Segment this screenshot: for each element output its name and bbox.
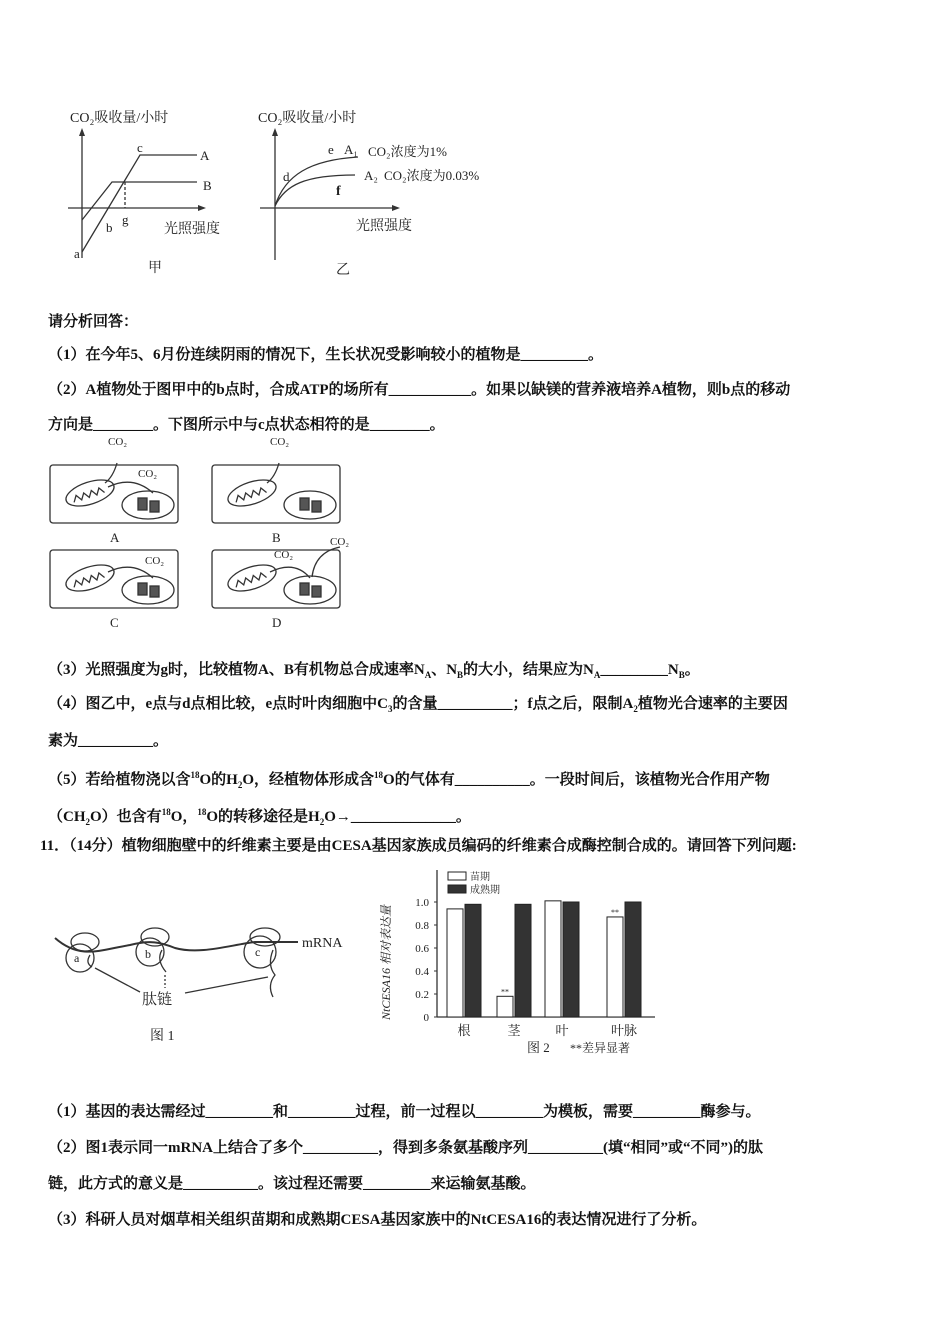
figure-2-caption: 图 2: [527, 1040, 550, 1055]
pointer-c: [185, 977, 268, 993]
figure-jia-yi: [40, 90, 540, 290]
curve-B: [82, 182, 197, 220]
subscript: A: [424, 670, 432, 680]
text-segment: 方向是________。下图所示中与c点状态相符的是________。: [48, 417, 445, 433]
y-axis-label: NtCESA16 相对表达量: [379, 904, 393, 1020]
mitochondrion-cristae: [72, 487, 104, 503]
text-line: [40, 836, 797, 856]
yi-ylabel: CO₂吸收量/小时: [258, 111, 357, 126]
curve-A: [82, 155, 197, 252]
y-tick-label: 1.0: [415, 897, 429, 909]
ribosome-a-label: a: [74, 951, 80, 965]
text-line: [48, 1138, 763, 1158]
cell-option-B: [212, 436, 340, 523]
text-line: [48, 1210, 706, 1230]
curve-A1-label: A₁: [344, 142, 358, 157]
ribosome-a-small: [71, 933, 99, 951]
text-line: [48, 765, 770, 795]
co2-label: CO₂: [274, 549, 294, 561]
x-tick-label: 根: [457, 1023, 471, 1038]
text-line: [48, 1174, 536, 1194]
subscript: B: [457, 670, 464, 680]
bar-根-苗期: [447, 909, 463, 1017]
yi-y-arrow: [272, 128, 278, 136]
text-segment: O的H: [199, 772, 238, 788]
text-line: [48, 312, 138, 332]
legend-swatch: [448, 872, 466, 880]
text-segment: O的气体有__________。一段时间后，该植物光合作用产物: [383, 772, 770, 788]
text-segment: 。: [684, 662, 700, 678]
subscript: 2: [633, 704, 638, 714]
x-tick-label: 茎: [507, 1023, 521, 1038]
cell-option-label: A: [110, 530, 120, 545]
subscript: 2: [237, 780, 243, 790]
bar-叶-成熟期: [563, 902, 579, 1017]
jia-y-arrow: [79, 128, 85, 136]
grana: [150, 586, 159, 597]
grana: [312, 501, 321, 512]
subscript: A: [593, 670, 601, 680]
text-line: [48, 731, 168, 751]
text-line: [48, 802, 471, 832]
y-tick-label: 0.6: [415, 943, 429, 955]
text-segment: 链，此方式的意义是__________。该过程还需要_________来运输氨基酸。: [48, 1176, 536, 1192]
y-tick-label: 0.2: [415, 989, 429, 1001]
jia-ylabel: CO₂吸收量/小时: [70, 111, 169, 126]
text-segment: O）也含有: [90, 809, 162, 825]
co2-label: CO₂: [138, 468, 158, 480]
pointer-a: [95, 968, 140, 992]
text-segment: 植物光合速率的主要因: [637, 696, 788, 712]
text-segment: （5）若给植物浇以含: [48, 772, 191, 788]
significance-mark: **: [611, 907, 619, 917]
text-line: [48, 694, 788, 719]
cell-wall: [212, 465, 340, 523]
jia-xlabel: 光照强度: [164, 222, 220, 237]
text-segment: 的含量__________；f点之后，限制A: [392, 696, 634, 712]
co2-label-out: CO₂: [270, 436, 290, 448]
curve-A2-label: A₂: [364, 168, 378, 183]
bar-叶-苗期: [545, 901, 561, 1017]
point-e: e: [328, 142, 334, 157]
co2-label-in: CO₂: [330, 536, 350, 548]
text-line: [48, 415, 445, 435]
text-segment: （2）A植物处于图甲中的b点时，合成ATP的场所有___________。如果以缺镁的营养液培养A植物，则b点的移动: [48, 382, 791, 398]
bar-茎-苗期: [497, 996, 513, 1017]
chloroplast: [122, 491, 174, 519]
supscript: 18: [197, 807, 207, 817]
legend-label: 成熟期: [470, 885, 500, 896]
grana: [138, 583, 147, 595]
grana: [138, 498, 147, 510]
peptide-chain-label: 肽链: [142, 992, 173, 1008]
ribosome-c-label: c: [255, 945, 261, 959]
jia-x-arrow: [198, 205, 206, 211]
figure-1-polysome: [40, 880, 370, 1060]
point-a: a: [74, 246, 80, 261]
ribosome-a-large: [66, 944, 94, 972]
y-tick-label: 0: [423, 1012, 429, 1024]
cell-option-A: [50, 436, 178, 523]
curve-A1-desc: CO₂浓度为1%: [368, 144, 447, 159]
text-segment: O，经植物体形成含: [242, 772, 375, 788]
subscript: 3: [388, 704, 393, 714]
text-line: [48, 1102, 761, 1122]
point-g: g: [122, 212, 129, 227]
bar-根-成熟期: [465, 904, 481, 1017]
text-segment: _________N: [600, 662, 679, 678]
figure-1-caption: 图 1: [150, 1029, 175, 1044]
mrna-label: mRNA: [302, 936, 343, 951]
point-c: c: [137, 140, 143, 155]
text-line: [48, 345, 603, 365]
ribosome-b-label: b: [145, 947, 151, 961]
text-line: [48, 660, 700, 685]
bar-茎-成熟期: [515, 904, 531, 1017]
supscript: 18: [374, 770, 384, 780]
text-segment: （1）基因的表达需经过_________和_________过程，前一过程以_________为模板，需要_________酶参与。: [48, 1104, 761, 1120]
text-segment: （3）科研人员对烟草相关组织苗期和成熟期CESA基因家族中的NtCESA16的表达情况进行了分析。: [48, 1212, 707, 1228]
subscript: B: [678, 670, 685, 680]
co2-arrow-in: [312, 547, 340, 577]
text-segment: O，: [170, 809, 198, 825]
curve-A-label: A: [200, 148, 210, 163]
text-segment: （4）图乙中，e点与d点相比较，e点时叶肉细胞中C: [48, 696, 388, 712]
text-segment: 11．（14分）植物细胞壁中的纤维素主要是由CESA基因家族成员编码的纤维素合成酶控制合成的。请回答下列问题:: [40, 838, 797, 854]
significance-mark: **: [501, 987, 509, 997]
text-segment: O的转移途径是H: [206, 809, 320, 825]
figure-2-bar-chart: [370, 860, 670, 1060]
subscript: 2: [85, 817, 91, 827]
grana: [300, 583, 309, 595]
yi-caption: 乙: [336, 263, 350, 278]
legend-label: 苗期: [470, 872, 490, 883]
text-segment: （3）光照强度为g时，比较植物A、B有机物总合成速率N: [48, 662, 425, 678]
text-segment: 、N: [431, 662, 458, 678]
point-b: b: [106, 220, 113, 235]
bar-叶脉-苗期: [607, 917, 623, 1017]
subscript: 2: [319, 817, 325, 827]
legend-swatch: [448, 885, 466, 893]
text-segment: 请分析回答：: [48, 314, 139, 330]
point-f: f: [336, 184, 341, 199]
y-tick-label: 0.8: [415, 920, 429, 932]
x-tick-label: 叶脉: [610, 1023, 638, 1038]
text-segment: O→______________。: [324, 809, 471, 825]
cell-option-label: C: [110, 615, 119, 630]
y-tick-label: 0.4: [415, 966, 429, 978]
chloroplast: [284, 491, 336, 519]
mitochondrion-cristae: [72, 572, 104, 588]
co2-label: CO₂: [145, 555, 165, 567]
text-segment: 素为__________。: [48, 733, 169, 749]
mitochondrion-cristae: [234, 572, 266, 588]
cell-option-D: [212, 536, 349, 608]
grana: [312, 586, 321, 597]
cell-wall: [50, 465, 178, 523]
peptide-b: [160, 950, 166, 972]
yi-xlabel: 光照强度: [356, 219, 412, 234]
supscript: 18: [161, 807, 171, 817]
text-segment: （CH: [48, 809, 86, 825]
supscript: 18: [190, 770, 200, 780]
co2-label-out: CO₂: [108, 436, 128, 448]
text-line: [48, 380, 790, 400]
text-segment: 的大小，结果应为N: [463, 662, 594, 678]
peptide-c: [270, 950, 275, 997]
cell-option-C: [50, 550, 178, 608]
bar-叶脉-成熟期: [625, 902, 641, 1017]
curve-A2-desc: CO₂浓度为0.03%: [384, 168, 480, 183]
grana: [300, 498, 309, 510]
text-segment: （1）在今年5、6月份连续阴雨的情况下，生长状况受影响较小的植物是_________。: [48, 347, 604, 363]
point-d: d: [283, 169, 290, 184]
grana: [150, 501, 159, 512]
x-tick-label: 叶: [555, 1023, 569, 1038]
mitochondrion-cristae: [234, 487, 266, 503]
cell-option-label: D: [272, 615, 282, 630]
chloroplast: [284, 576, 336, 604]
cell-state-figure: [40, 435, 370, 635]
cell-option-label: B: [272, 530, 281, 545]
jia-caption: 甲: [148, 261, 162, 276]
chloroplast: [122, 576, 174, 604]
curve-B-label: B: [203, 178, 212, 193]
text-segment: （2）图1表示同一mRNA上结合了多个__________，得到多条氨基酸序列__________(填“相同”或“不同”)的肽: [48, 1140, 763, 1156]
yi-x-arrow: [392, 205, 400, 211]
significance-note: **差异显著: [570, 1041, 631, 1055]
